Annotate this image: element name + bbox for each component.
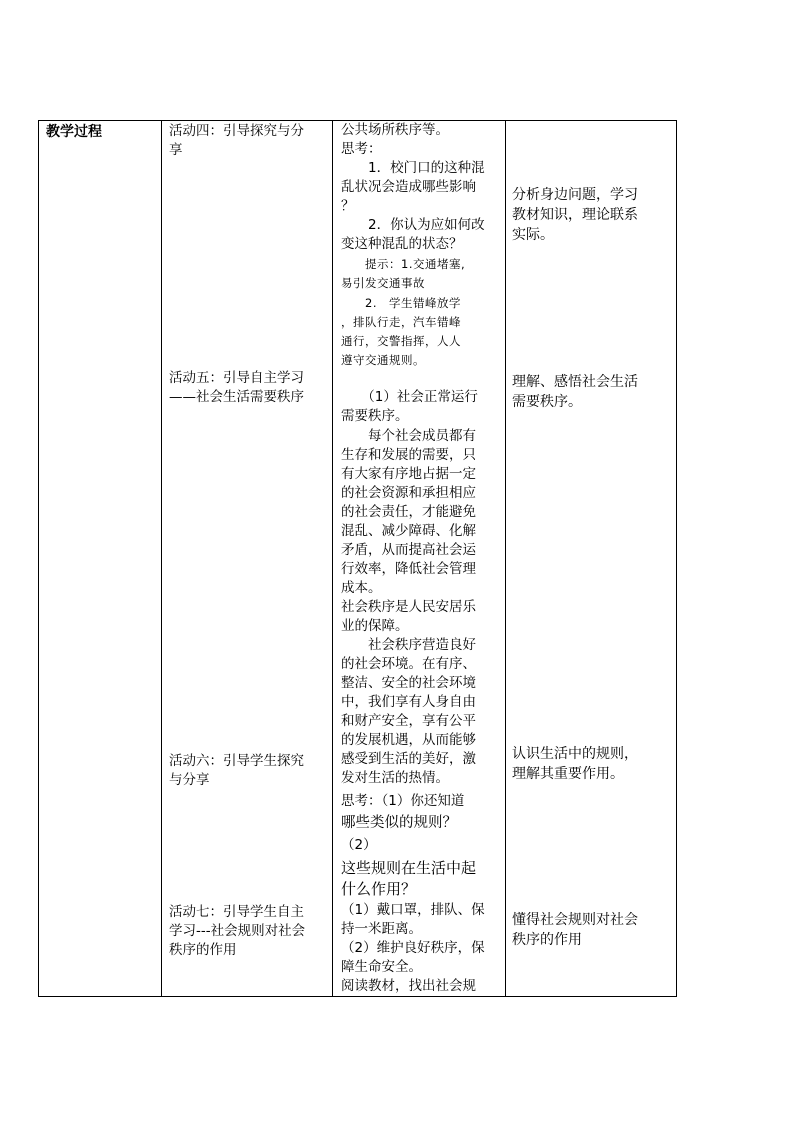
content-line: 行效率，降低社会管理 <box>341 561 476 577</box>
content-line: （2）维护良好秩序，保 <box>341 940 485 956</box>
content-line: 的社会环境。在有序、 <box>341 656 476 672</box>
content-line: 有大家有序地占据一定 <box>341 466 476 482</box>
content-line: 什么作用？ <box>341 880 417 898</box>
activity-7-title: 活动七：引导学生自主 <box>169 904 304 920</box>
activity-4-title-cont: 享 <box>169 142 183 158</box>
content-line: 的发展机遇，从而能够 <box>341 732 476 748</box>
intention-line: 理解其重要作用。 <box>512 766 624 782</box>
content-line: 每个社会成员都有 <box>341 428 476 444</box>
content-line: 公共场所秩序等。 <box>341 122 449 138</box>
column-divider <box>505 121 506 996</box>
content-line: 业的保障。 <box>341 618 409 634</box>
content-line: 乱状况会造成哪些影响 <box>341 179 476 195</box>
intention-line: 分析身边问题，学习 <box>512 187 638 203</box>
content-line: 提示：1.交通堵塞, <box>341 257 466 271</box>
intention-line: 秩序的作用 <box>512 932 582 948</box>
content-line: 社会秩序是人民安居乐 <box>341 599 476 615</box>
content-line: 感受到生活的美好，激 <box>341 751 476 767</box>
intention-line: 教材知识，理论联系 <box>512 207 638 223</box>
content-line: 1．校门口的这种混 <box>341 160 485 176</box>
content-line: 矛盾，从而提高社会运 <box>341 542 476 558</box>
intention-line: 懂得社会规则对社会 <box>512 912 638 928</box>
content-line: 中，我们享有人身自由 <box>341 694 476 710</box>
content-line: 通行，交警指挥，人人 <box>341 334 461 348</box>
content-line: 变这种混乱的状态？ <box>341 236 463 252</box>
content-line: （2） <box>341 837 377 853</box>
content-line: 思考： <box>341 141 382 157</box>
content-line: 2．你认为应如何改 <box>341 217 485 233</box>
content-line: 的社会资源和承担相应 <box>341 485 476 501</box>
column-divider <box>161 121 162 996</box>
content-line: 整洁、安全的社会环境 <box>341 675 476 691</box>
intention-line: 需要秩序。 <box>512 394 582 410</box>
content-line: 和财产安全，享有公平 <box>341 713 476 729</box>
content-line: 2. 学生错峰放学 <box>341 296 461 310</box>
content-line: 生存和发展的需要，只 <box>341 447 476 463</box>
activity-5-title: 活动五：引导自主学习 <box>169 370 304 386</box>
content-line: 混乱、减少障碍、化解 <box>341 523 476 539</box>
activity-4-title: 活动四：引导探究与分 <box>169 123 304 139</box>
content-line: ？ <box>341 198 355 214</box>
content-line: 易引发交通事故 <box>341 276 425 290</box>
activity-7-title-cont: 秩序的作用 <box>169 942 237 958</box>
content-line: 社会秩序营造良好 <box>341 637 476 653</box>
content-line: （1）戴口罩，排队、保 <box>341 902 485 918</box>
activity-5-subtitle: ——社会生活需要秩序 <box>169 389 304 405</box>
content-line: 发对生活的热情。 <box>341 770 449 786</box>
intention-line: 认识生活中的规则， <box>512 746 638 762</box>
content-line: 哪些类似的规则？ <box>341 815 457 831</box>
content-line: 思考：（1）你还知道 <box>341 793 465 809</box>
content-line: ，排队行走，汽车错峰 <box>341 315 461 329</box>
intention-line: 实际。 <box>512 227 554 243</box>
activity-7-title-cont: 学习---社会规则对社会 <box>169 923 306 939</box>
content-line: 的社会责任，才能避免 <box>341 504 476 520</box>
activity-6-title: 活动六：引导学生探究 <box>169 753 304 769</box>
content-line: 阅读教材，找出社会规 <box>341 978 476 994</box>
teaching-process-label: 教学过程 <box>46 124 102 140</box>
content-line: 障生命安全。 <box>341 959 422 975</box>
column-divider <box>332 121 333 996</box>
content-line: 持一米距离。 <box>341 921 422 937</box>
content-line: 这些规则在生活中起 <box>341 859 477 877</box>
activity-6-title-cont: 与分享 <box>169 772 210 788</box>
content-line: 成本。 <box>341 580 382 596</box>
content-line: 遵守交通规则。 <box>341 353 425 367</box>
content-line: 需要秩序。 <box>341 408 409 424</box>
intention-line: 理解、感悟社会生活 <box>512 374 638 390</box>
content-line: （1）社会正常运行 <box>341 389 478 405</box>
